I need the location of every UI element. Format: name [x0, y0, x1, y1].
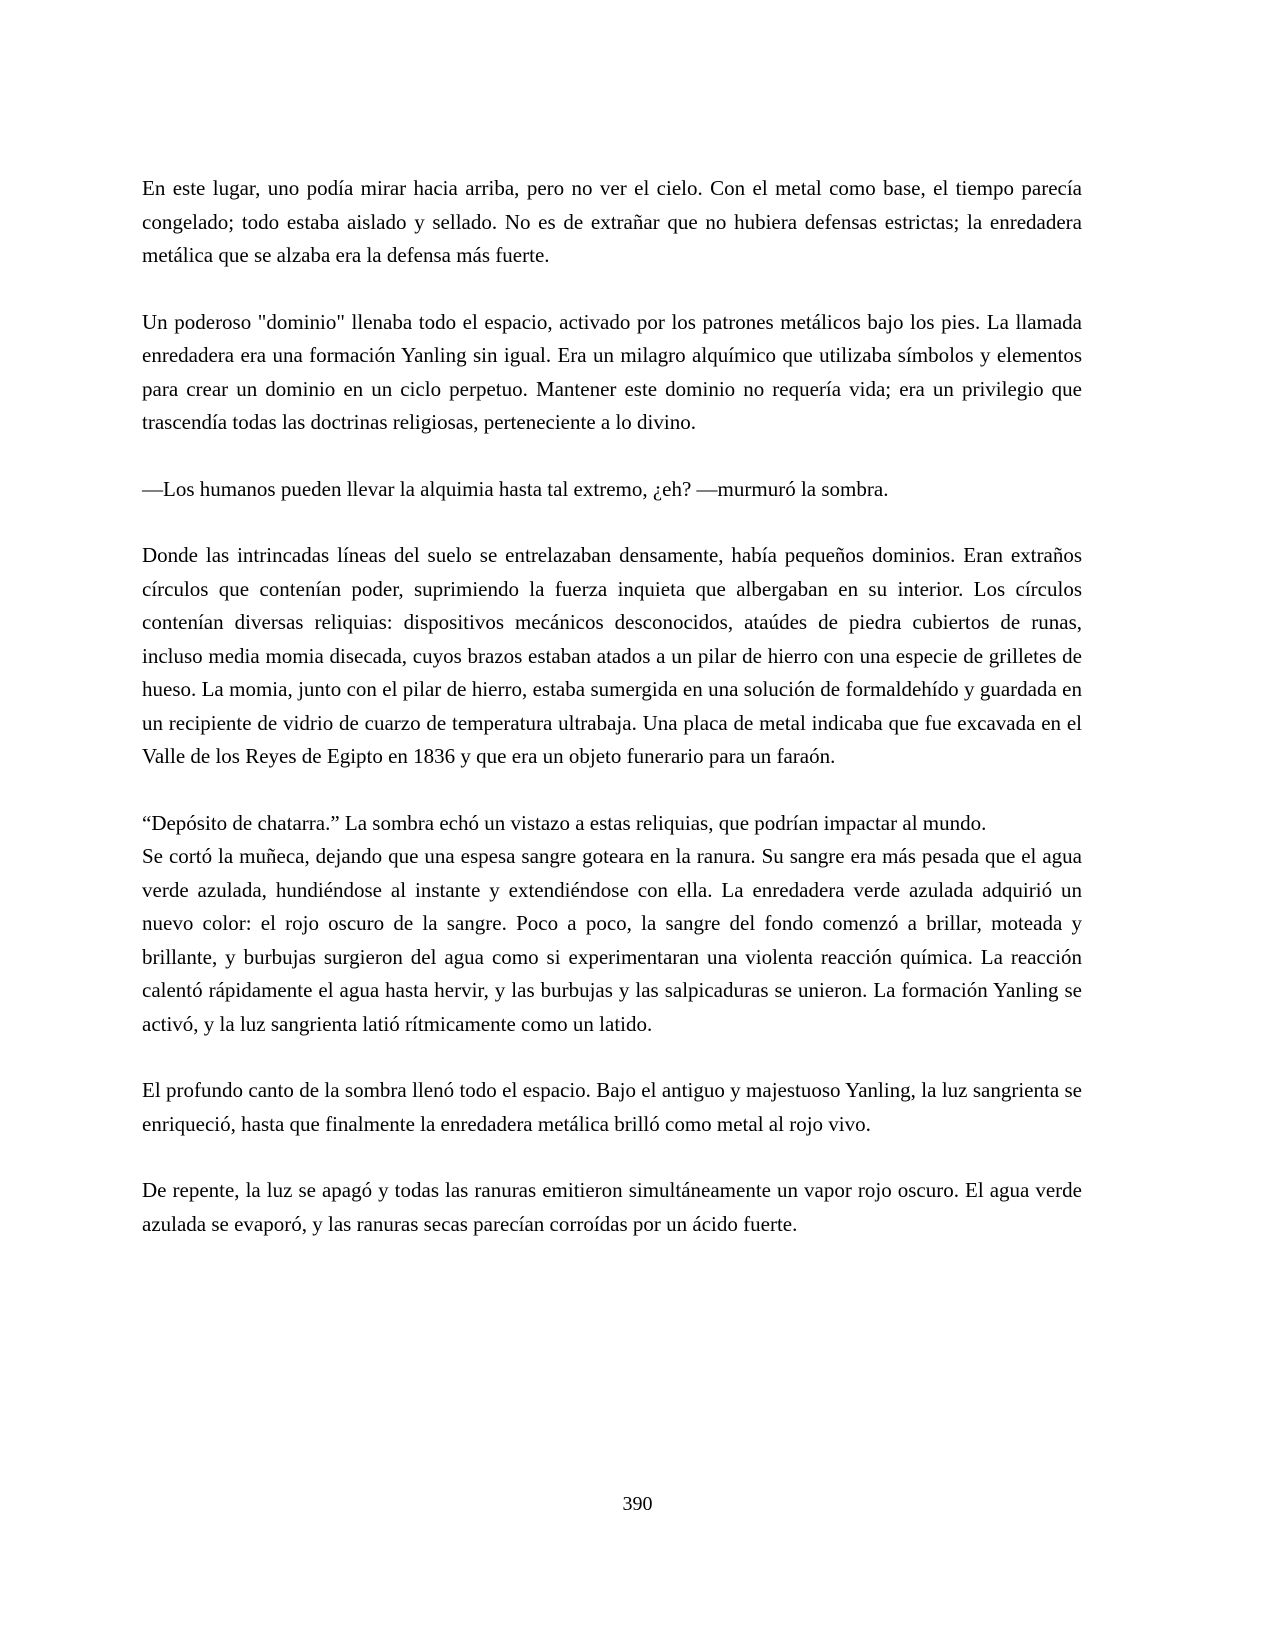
paragraph-1: En este lugar, uno podía mirar hacia arriba, pero no ver el cielo. Con el metal como base, el tiempo parecía congelado; todo estaba aislado y sellado. No es de extrañar que no hubiera defensas estrictas; la enredadera metálica que se alzaba era la defensa más fuerte.	[142, 176, 1082, 267]
paragraph-4: Donde las intrincadas líneas del suelo se entrelazaban densamente, había pequeños dominios. Eran extraños círculos que contenían poder, suprimiendo la fuerza inquieta que albergaban en su interior. Los círculos contenían diversas reliquias: dispositivos mecánicos desconocidos, ataúdes de piedra cubiertos de runas, incluso media momia disecada, cuyos brazos estaban atados a un pilar de hierro con una especie de grilletes de hueso. La momia, junto con el pilar de hierro, estaba sumergida en una solución de formaldehído y guardada en un recipiente de vidrio de cuarzo de temperatura ultrabaja. Una placa de metal indicaba que fue excavada en el Valle de los Reyes de Egipto en 1836 y que era un objeto funerario para un faraón.	[142, 543, 1082, 768]
paragraph-7: El profundo canto de la sombra llenó todo el espacio. Bajo el antiguo y majestuoso Yanling, la luz sangrienta se enriqueció, hasta que finalmente la enredadera metálica brilló como metal al rojo vivo.	[142, 1078, 1082, 1136]
page-number: 390	[622, 1493, 653, 1515]
paragraph-6: Se cortó la muñeca, dejando que una espesa sangre goteara en la ranura. Su sangre era más pesada que el agua verde azulada, hundiéndose al instante y extendiéndose con ella. La enredadera verde azulada adquirió un nuevo color: el rojo oscuro de la sangre. Poco a poco, la sangre del fondo comenzó a brillar, moteada y brillante, y burbujas surgieron del agua como si experimentaran una violenta reacción química. La reacción calentó rápidamente el agua hasta hervir, y las burbujas y las salpicaduras se unieron. La formación Yanling se activó, y la luz sangrienta latió rítmicamente como un latido.	[142, 844, 1082, 1036]
paragraph-5: “Depósito de chatarra.” La sombra echó un vistazo a estas reliquias, que podrían impactar al mundo.	[142, 810, 987, 835]
paragraph-2: Un poderoso "dominio" llenaba todo el espacio, activado por los patrones metálicos bajo los pies. La llamada enredadera era una formación Yanling sin igual. Era un milagro alquímico que utilizaba símbolos y elementos para crear un dominio en un ciclo perpetuo. Mantener este dominio no requería vida; era un privilegio que trascendía todas las doctrinas religiosas, perteneciente a lo divino.	[142, 309, 1082, 434]
paragraph-8: De repente, la luz se apagó y todas las ranuras emitieron simultáneamente un vapor rojo oscuro. El agua verde azulada se evaporó, y las ranuras secas parecían corroídas por un ácido fuerte.	[142, 1178, 1082, 1236]
paragraph-3-dialogue: —Los humanos pueden llevar la alquimia hasta tal extremo, ¿eh? —murmuró la sombra.	[142, 476, 889, 501]
